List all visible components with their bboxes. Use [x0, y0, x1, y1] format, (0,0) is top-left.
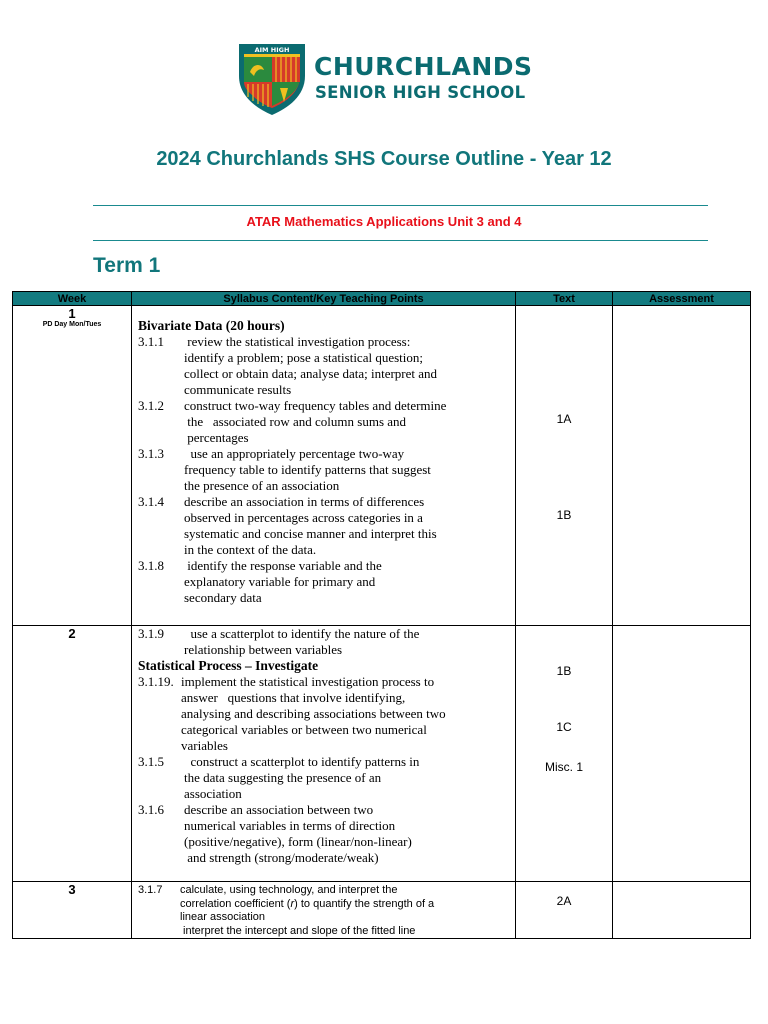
school-name: CHURCHLANDS — [314, 52, 533, 81]
item-line: systematic and concise manner and interpret this — [184, 526, 437, 541]
divider-top — [93, 205, 708, 206]
item-line — [138, 898, 515, 912]
syllabus-item — [138, 884, 515, 898]
syllabus-item — [138, 446, 515, 494]
item-line: describe an association between two — [184, 802, 374, 817]
item-line: construct two-way frequency tables and determine — [184, 398, 447, 413]
content-cell — [132, 626, 516, 882]
item-line: and strength (strong/moderate/weak) — [184, 850, 379, 865]
item-line: association — [184, 786, 242, 801]
header-syllabus-content: Syllabus Content/Key Teaching Points — [132, 292, 516, 306]
item-line: numerical variables in terms of direction — [184, 818, 396, 833]
item-line: construct a scatterplot to identify patterns in — [184, 754, 420, 769]
school-logo — [236, 42, 536, 116]
course-outline-table — [12, 291, 751, 939]
assessment-cell — [613, 882, 751, 939]
item-code: 3.1.3 — [138, 446, 164, 461]
item-line: explanatory variable for primary and — [184, 574, 376, 589]
course-subtitle: ATAR Mathematics Applications Unit 3 and 4 — [246, 214, 522, 229]
correlation-symbol: r — [290, 897, 295, 910]
item-line: frequency table to identify patterns that suggest — [184, 462, 431, 477]
syllabus-item — [138, 398, 515, 446]
item-line: (positive/negative), form (linear/non-linear) — [184, 834, 412, 849]
assessment-cell — [613, 306, 751, 626]
syllabus-item — [138, 334, 515, 398]
item-code: 3.1.9 — [138, 626, 164, 641]
header-assessment: Assessment — [613, 292, 751, 306]
week-number: 3 — [68, 882, 76, 897]
text-reference: 1A — [556, 412, 572, 426]
item-line-part: ) to quantify the strength of a — [294, 897, 435, 910]
item-line: the presence of an association — [184, 478, 340, 493]
text-reference: Misc. 1 — [544, 760, 583, 774]
item-line: categorical variables or between two numerical — [181, 722, 427, 737]
item-line: communicate results — [184, 382, 292, 397]
table-row — [13, 306, 751, 626]
item-line: use an appropriately percentage two-way — [184, 446, 405, 461]
week-note: PD Day Mon/Tues — [42, 321, 102, 328]
item-line: describe an association in terms of differences — [184, 494, 425, 509]
item-code: 3.1.6 — [138, 802, 164, 817]
header-text: Text — [516, 292, 613, 306]
syllabus-item — [138, 674, 515, 754]
item-line: answer questions that involve identifying, — [181, 690, 406, 705]
section-heading: Bivariate Data (20 hours) — [138, 318, 285, 333]
item-code: 3.1.1 — [138, 334, 164, 349]
syllabus-item — [138, 494, 515, 558]
item-line: use a scatterplot to identify the nature of the — [184, 626, 420, 641]
item-code: 3.1.19. — [138, 674, 174, 689]
item-code: 3.1.7 — [138, 884, 163, 896]
syllabus-item — [138, 626, 515, 658]
item-line: analysing and describing associations between two — [181, 706, 446, 721]
content-cell — [132, 306, 516, 626]
content-cell — [132, 882, 516, 939]
item-line: relationship between variables — [184, 642, 343, 657]
item-line: interpret the intercept and slope of the fitted line — [180, 924, 416, 937]
assessment-cell — [613, 626, 751, 882]
week-number: 2 — [68, 626, 76, 641]
item-line: the associated row and column sums and — [184, 414, 407, 429]
item-line: variables — [181, 738, 228, 753]
item-line-part: correlation coefficient ( — [180, 897, 291, 910]
item-line: implement the statistical investigation process to — [181, 674, 435, 689]
divider-bottom — [93, 240, 708, 241]
item-line: in the context of the data. — [184, 542, 317, 557]
header-week: Week — [13, 292, 132, 306]
item-code: 3.1.4 — [138, 494, 164, 509]
section-heading: Statistical Process – Investigate — [138, 658, 319, 673]
item-line: secondary data — [184, 590, 262, 605]
week-cell — [13, 882, 132, 939]
week-number: 1 — [68, 306, 76, 321]
table-row — [13, 882, 751, 939]
week-cell — [13, 306, 132, 626]
syllabus-item — [138, 754, 515, 802]
item-code: 3.1.8 — [138, 558, 164, 573]
item-line: identify a problem; pose a statistical question; — [184, 350, 424, 365]
text-cell — [516, 306, 613, 626]
logo-motto: AIM HIGH — [254, 46, 290, 54]
text-reference: 1B — [556, 508, 572, 522]
item-line: identify the response variable and the — [184, 558, 382, 573]
school-crest-icon — [236, 42, 308, 116]
week-cell — [13, 626, 132, 882]
school-subname: SENIOR HIGH SCHOOL — [315, 83, 526, 102]
table-header-row — [13, 292, 751, 306]
item-line: linear association — [180, 911, 265, 923]
text-reference: 2A — [556, 894, 572, 908]
item-line: the data suggesting the presence of an — [184, 770, 382, 785]
item-code: 3.1.2 — [138, 398, 164, 413]
item-code: 3.1.5 — [138, 754, 164, 769]
item-line: review the statistical investigation process: — [184, 334, 411, 349]
syllabus-item — [138, 802, 515, 866]
item-line: percentages — [184, 430, 249, 445]
text-reference: 1C — [556, 720, 572, 734]
syllabus-item — [138, 558, 515, 606]
page-title: 2024 Churchlands SHS Course Outline - Year 12 — [156, 148, 612, 170]
item-line: calculate, using technology, and interpret the — [180, 884, 398, 896]
item-line: observed in percentages across categories in a — [184, 510, 423, 525]
text-reference: 1B — [556, 664, 572, 678]
table-row — [13, 626, 751, 882]
text-cell — [516, 626, 613, 882]
text-cell — [516, 882, 613, 939]
term-heading: Term 1 — [93, 254, 161, 277]
item-line: collect or obtain data; analyse data; interpret and — [184, 366, 438, 381]
